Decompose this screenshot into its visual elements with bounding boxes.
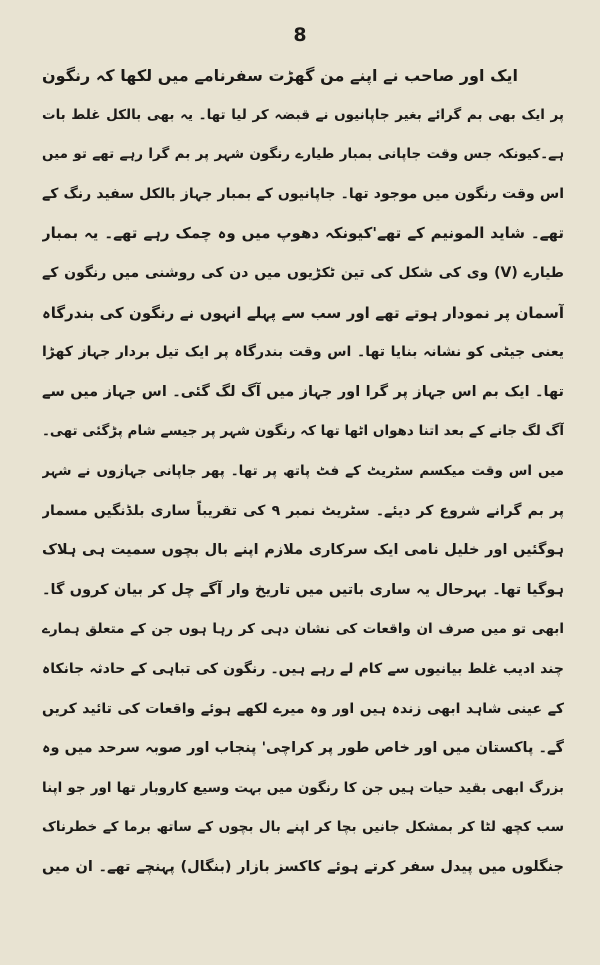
text-line: آسمان پر نمودار ہوتے تھے اور سب سے پہلے انہوں نے رنگون کی بندرگاہ [42,303,564,322]
text-line: آگ لگ جانے کے بعد اتنا دھواں اٹھا تھا کہ رنگون شہر پر جیسے شام پڑگئی تھی۔ [42,423,564,440]
text-line: سب کچھ لٹا کر بمشکل جانیں بچا کر اپنے بال بچوں کے ساتھ برما کے خطرناک [42,819,564,836]
text-line: ہے۔کیونکہ جس وقت جاپانی بمبار طیارے رنگون شہر پر بم گرا رہے تھے تو میں [42,146,564,163]
text-line: گے۔ پاکستان میں اور خاص طور پر کراچی' پنجاب اور صوبہ سرحد میں وہ [42,740,564,757]
text-line: پر بم گرانے شروع کر دیئے۔ سٹریٹ نمبر ۹ کی تقریباً ساری بلڈنگیں مسمار [42,502,564,519]
body-text [42,56,564,887]
text-line: جنگلوں میں پیدل سفر کرتے ہوئے کاکسز بازار (بنگال) پہنچے تھے۔ ان میں [42,858,564,875]
text-line: میں اس وقت میکسم سٹریٹ کے فٹ پاتھ پر تھا۔ پھر جاپانی جہازوں نے شہر [42,462,564,479]
text-line: بزرگ ابھی بقید حیات ہیں جن کا رنگون میں بہت وسیع کاروبار تھا اور جو اپنا [42,779,564,796]
text-line: اس وقت رنگون میں موجود تھا۔ جاپانیوں کے بمبار جہاز بالکل سفید رنگ کے [42,185,564,202]
text-line: تھا۔ ایک بم اس جہاز پر گرا اور جہاز میں آگ لگ گئی۔ اس جہاز میں سے [42,383,564,400]
text-line: ہوگئیں اور خلیل نامی ایک سرکاری ملازم اپنے بال بچوں سمیت ہی ہلاک [42,542,564,559]
text-line: ایک اور صاحب نے اپنے من گھڑت سفرنامے میں لکھا کہ رنگون [42,66,518,85]
text-line: کے عینی شاہد ابھی زندہ ہیں اور وہ میرے لکھے ہوئے واقعات کی تائید کریں [42,700,564,717]
text-line: یعنی جیٹی کو نشانہ بنایا تھا۔ اس وقت بندرگاہ پر ایک تیل بردار جہاز کھڑا [42,344,564,361]
text-line: چند ادیب غلط بیانیوں سے کام لے رہے ہیں۔ رنگون کی تباہی کے حادثہ جانکاہ [42,660,564,677]
text-line: پر ایک بھی بم گرائے بغیر جاپانیوں نے قبضہ کر لیا تھا۔ یہ بھی بالکل غلط بات [42,106,564,123]
page-number: 8 [293,24,307,46]
text-line: ہوگیا تھا۔ بہرحال یہ ساری باتیں میں تاریخ وار آگے چل کر بیان کروں گا۔ [42,581,564,598]
text-line: طیارے (V) وی کی شکل کی تین ٹکڑیوں میں دن کی روشنی میں رنگون کے [42,264,564,281]
text-line: تھے۔ شاید المونیم کے تھے'کیونکہ دھوپ میں وہ چمک رہے تھے۔ یہ بمبار [42,224,564,243]
text-line: ابھی تو میں صرف ان واقعات کی نشان دہی کر رہا ہوں جن کے متعلق ہمارے [42,621,564,638]
